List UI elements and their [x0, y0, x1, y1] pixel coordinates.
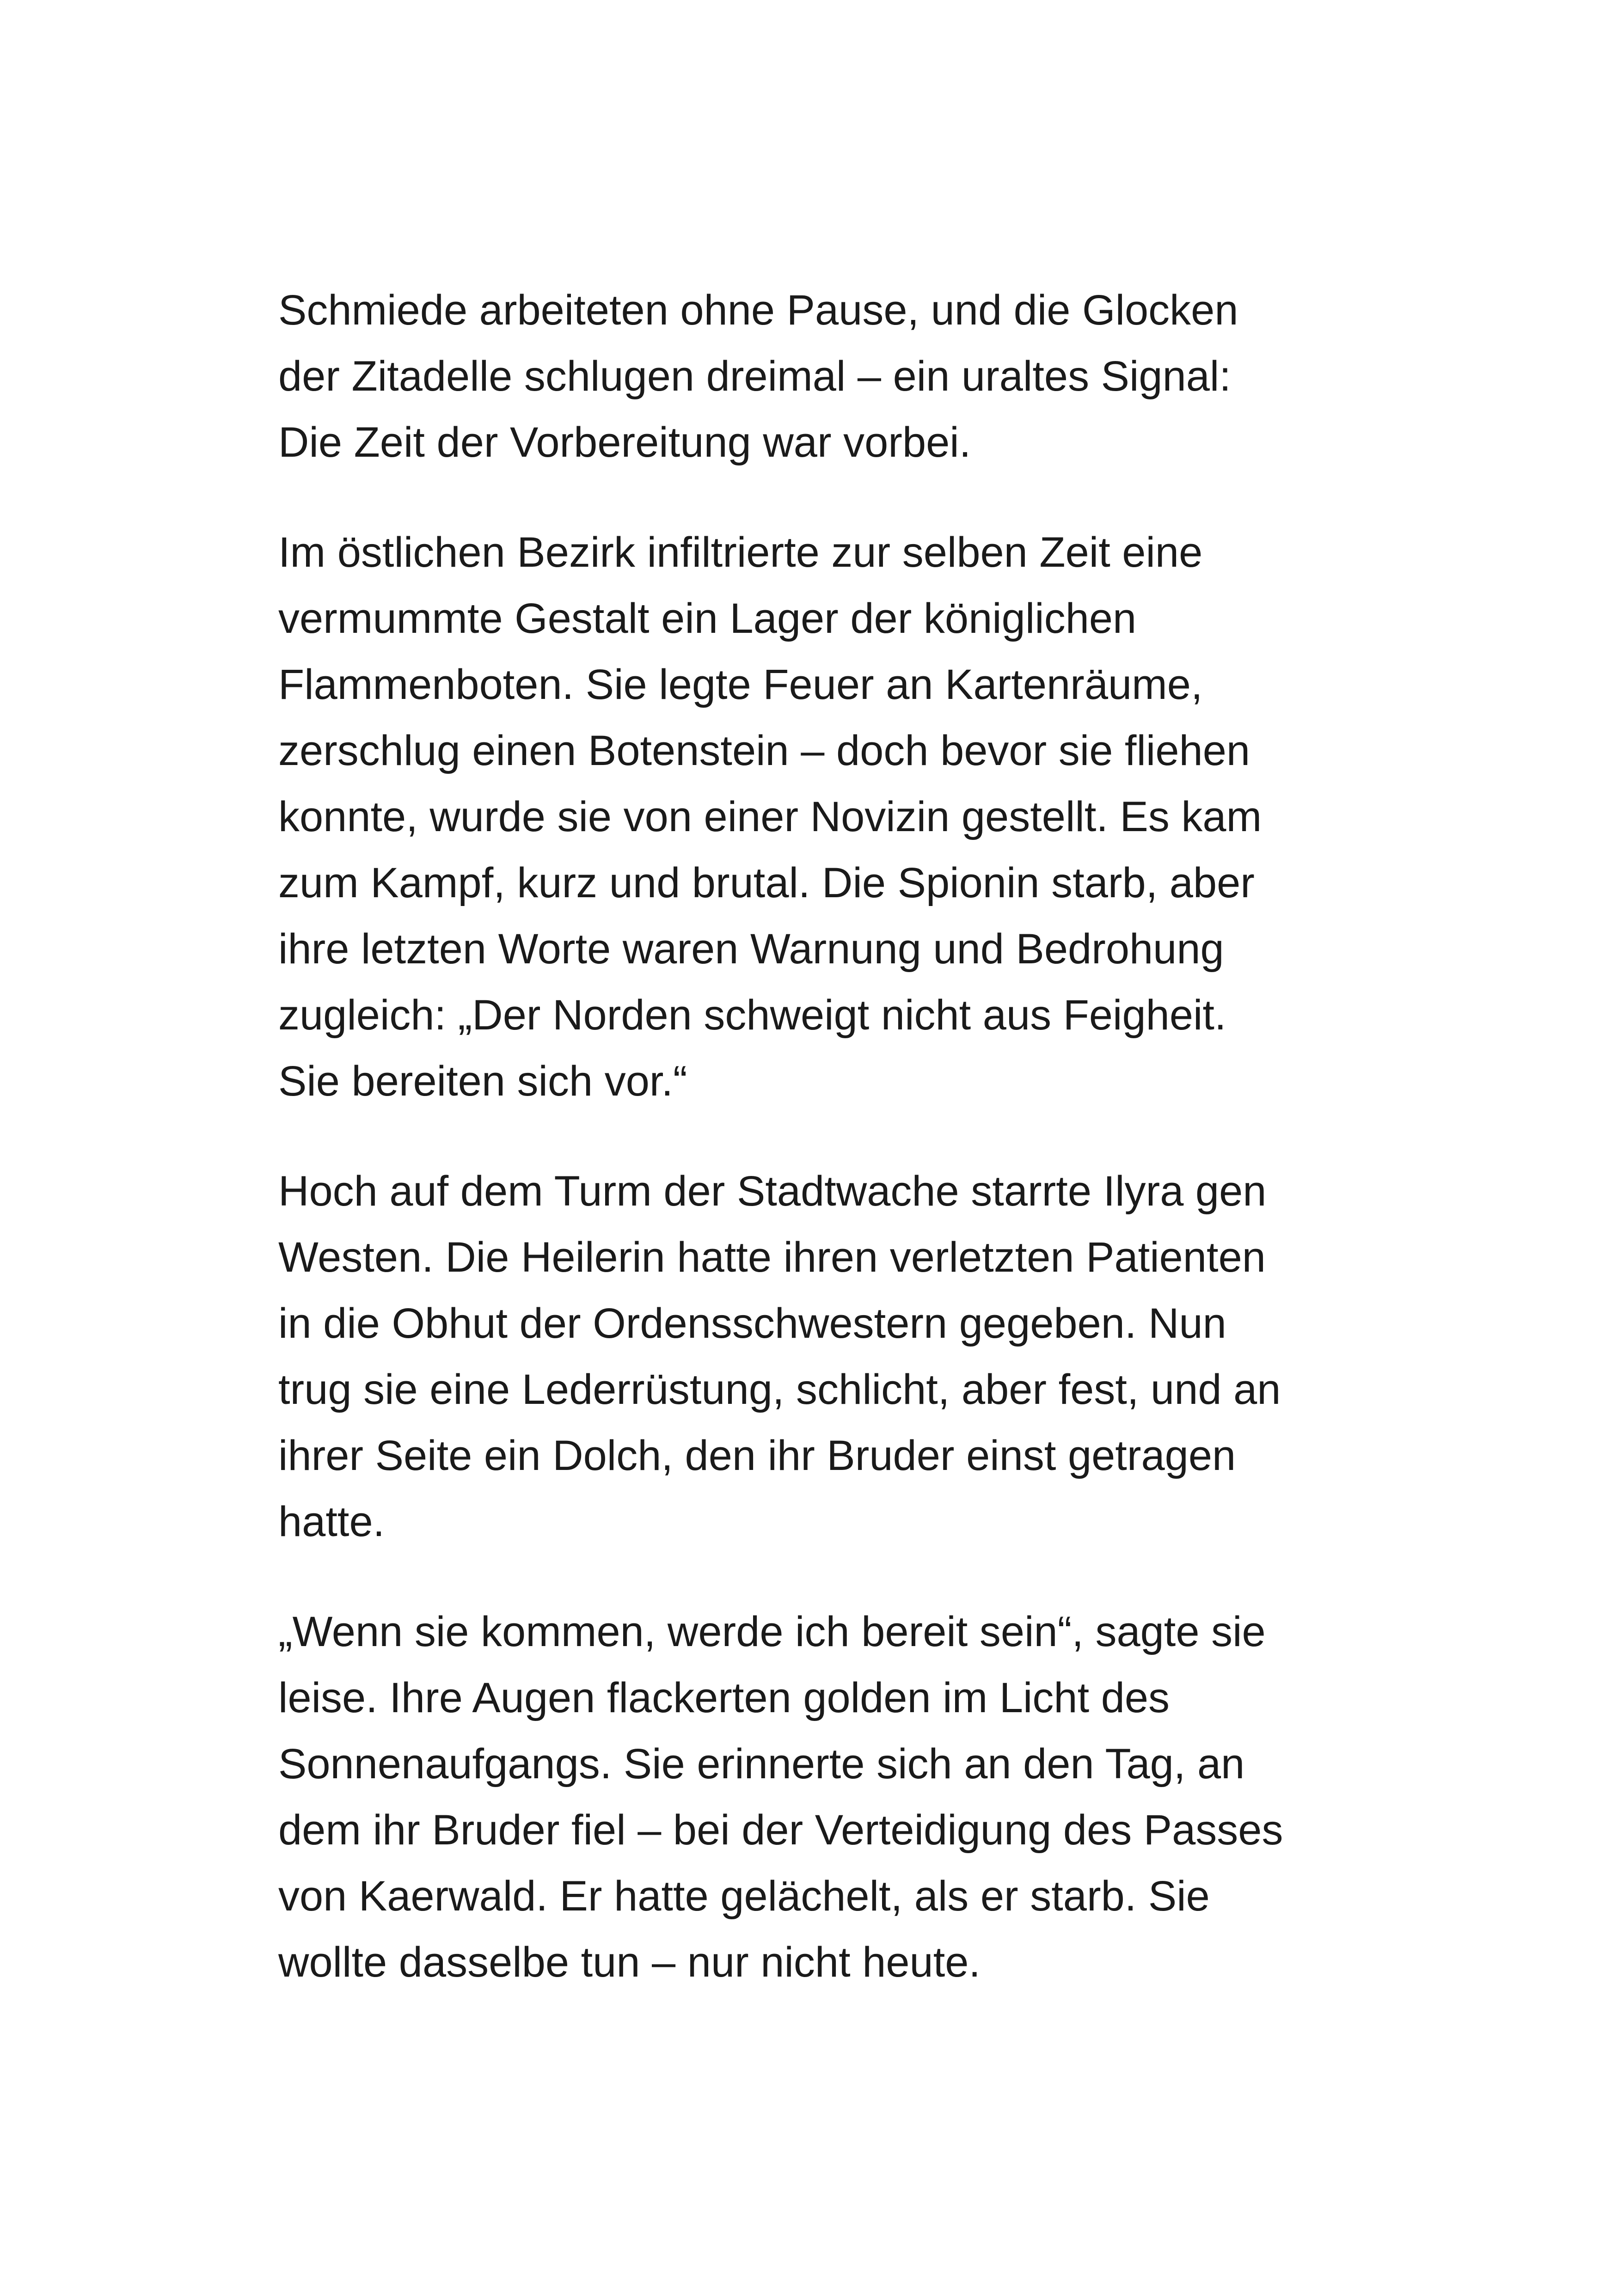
- text-line: von Kaerwald. Er hatte gelächelt, als er starb. Sie: [278, 1873, 1210, 1920]
- text-line: Die Zeit der Vorbereitung war vorbei.: [278, 419, 971, 466]
- text-line: konnte, wurde sie von einer Novizin gestellt. Es kam: [278, 793, 1262, 840]
- body-text: [278, 277, 1351, 2039]
- text-line: Flammenboten. Sie legte Feuer an Kartenräume,: [278, 661, 1203, 708]
- paragraph-2: [278, 520, 1351, 1114]
- text-line: dem ihr Bruder fiel – bei der Verteidigung des Passes: [278, 1806, 1283, 1854]
- text-line: Im östlichen Bezirk infiltrierte zur selben Zeit eine: [278, 529, 1203, 576]
- text-line: Schmiede arbeiteten ohne Pause, und die Glocken: [278, 287, 1238, 334]
- text-line: ihre letzten Worte waren Warnung und Bedrohung: [278, 925, 1224, 973]
- text-line: ihrer Seite ein Dolch, den ihr Bruder einst getragen: [278, 1432, 1236, 1479]
- text-line: Westen. Die Heilerin hatte ihren verletzten Patienten: [278, 1234, 1266, 1281]
- text-line: vermummte Gestalt ein Lager der königlichen: [278, 595, 1137, 642]
- paragraph-4: [278, 1599, 1351, 1996]
- text-line: trug sie eine Lederrüstung, schlicht, aber fest, und an: [278, 1366, 1281, 1413]
- text-line: zum Kampf, kurz und brutal. Die Spionin starb, aber: [278, 859, 1255, 906]
- text-line: zugleich: „Der Norden schweigt nicht aus Feigheit.: [278, 992, 1226, 1039]
- paragraph-1: [278, 277, 1351, 476]
- text-line: in die Obhut der Ordensschwestern gegeben. Nun: [278, 1300, 1226, 1347]
- text-line: der Zitadelle schlugen dreimal – ein uraltes Signal:: [278, 353, 1231, 400]
- text-line: zerschlug einen Botenstein – doch bevor sie fliehen: [278, 727, 1250, 774]
- text-line: Hoch auf dem Turm der Stadtwache starrte Ilyra gen: [278, 1168, 1267, 1215]
- paragraph-3: [278, 1158, 1351, 1555]
- text-line: wollte dasselbe tun – nur nicht heute.: [278, 1939, 981, 1986]
- text-line: leise. Ihre Augen flackerten golden im Licht des: [278, 1674, 1170, 1721]
- text-line: Sie bereiten sich vor.“: [278, 1058, 687, 1105]
- text-line: Sonnenaufgangs. Sie erinnerte sich an den Tag, an: [278, 1740, 1245, 1788]
- text-line: hatte.: [278, 1498, 385, 1545]
- text-line: „Wenn sie kommen, werde ich bereit sein“, sagte sie: [278, 1608, 1266, 1655]
